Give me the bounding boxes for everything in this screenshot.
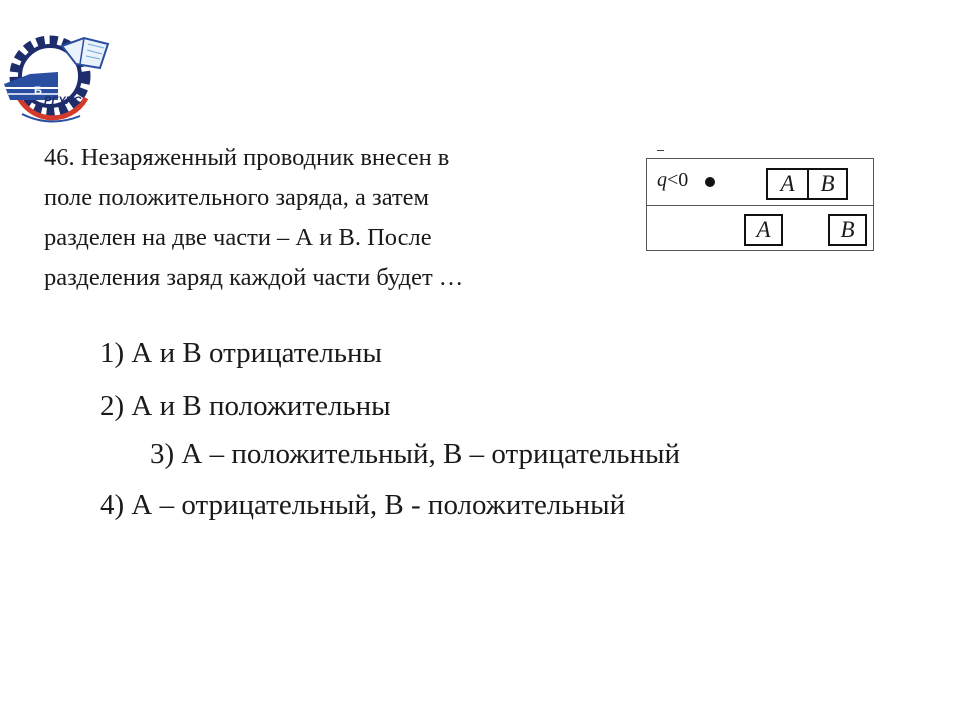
question-text <box>44 138 604 298</box>
separated-part-a: A <box>744 214 783 246</box>
figure-tick-mark <box>657 150 664 151</box>
charge-relation: <0 <box>667 169 689 191</box>
conductor-diagram <box>646 158 874 251</box>
question-line: разделения заряд каждой части будет … <box>44 264 464 291</box>
question-line: поле положительного заряда, а затем <box>44 184 430 211</box>
answer-option-3: 3) А – положительный, В – отрицательный <box>150 438 680 470</box>
diagram-row-after <box>647 205 873 251</box>
logo-letter: Б <box>34 85 42 97</box>
answer-option-1: 1) А и В отрицательны <box>100 337 383 369</box>
question-line: разделен на две части – А и В. После <box>44 224 432 251</box>
charge-label <box>657 169 688 192</box>
conductor-whole <box>766 168 848 200</box>
answer-option-2: 2) А и В положительны <box>100 390 391 422</box>
university-logo <box>0 28 118 128</box>
point-charge-icon <box>705 177 715 187</box>
conductor-part-b-label: B <box>820 171 835 196</box>
question-line: 46. Незаряженный проводник внесен в <box>44 144 450 171</box>
diagram-row-before <box>647 159 873 206</box>
book-icon <box>62 38 108 68</box>
separated-part-b: B <box>828 214 867 246</box>
charge-symbol: q <box>657 169 667 191</box>
conductor-part-a-label: A <box>768 170 809 198</box>
answer-option-4: 4) А – отрицательный, В - положительный <box>100 489 626 521</box>
logo-text: РГУПС <box>44 95 82 107</box>
